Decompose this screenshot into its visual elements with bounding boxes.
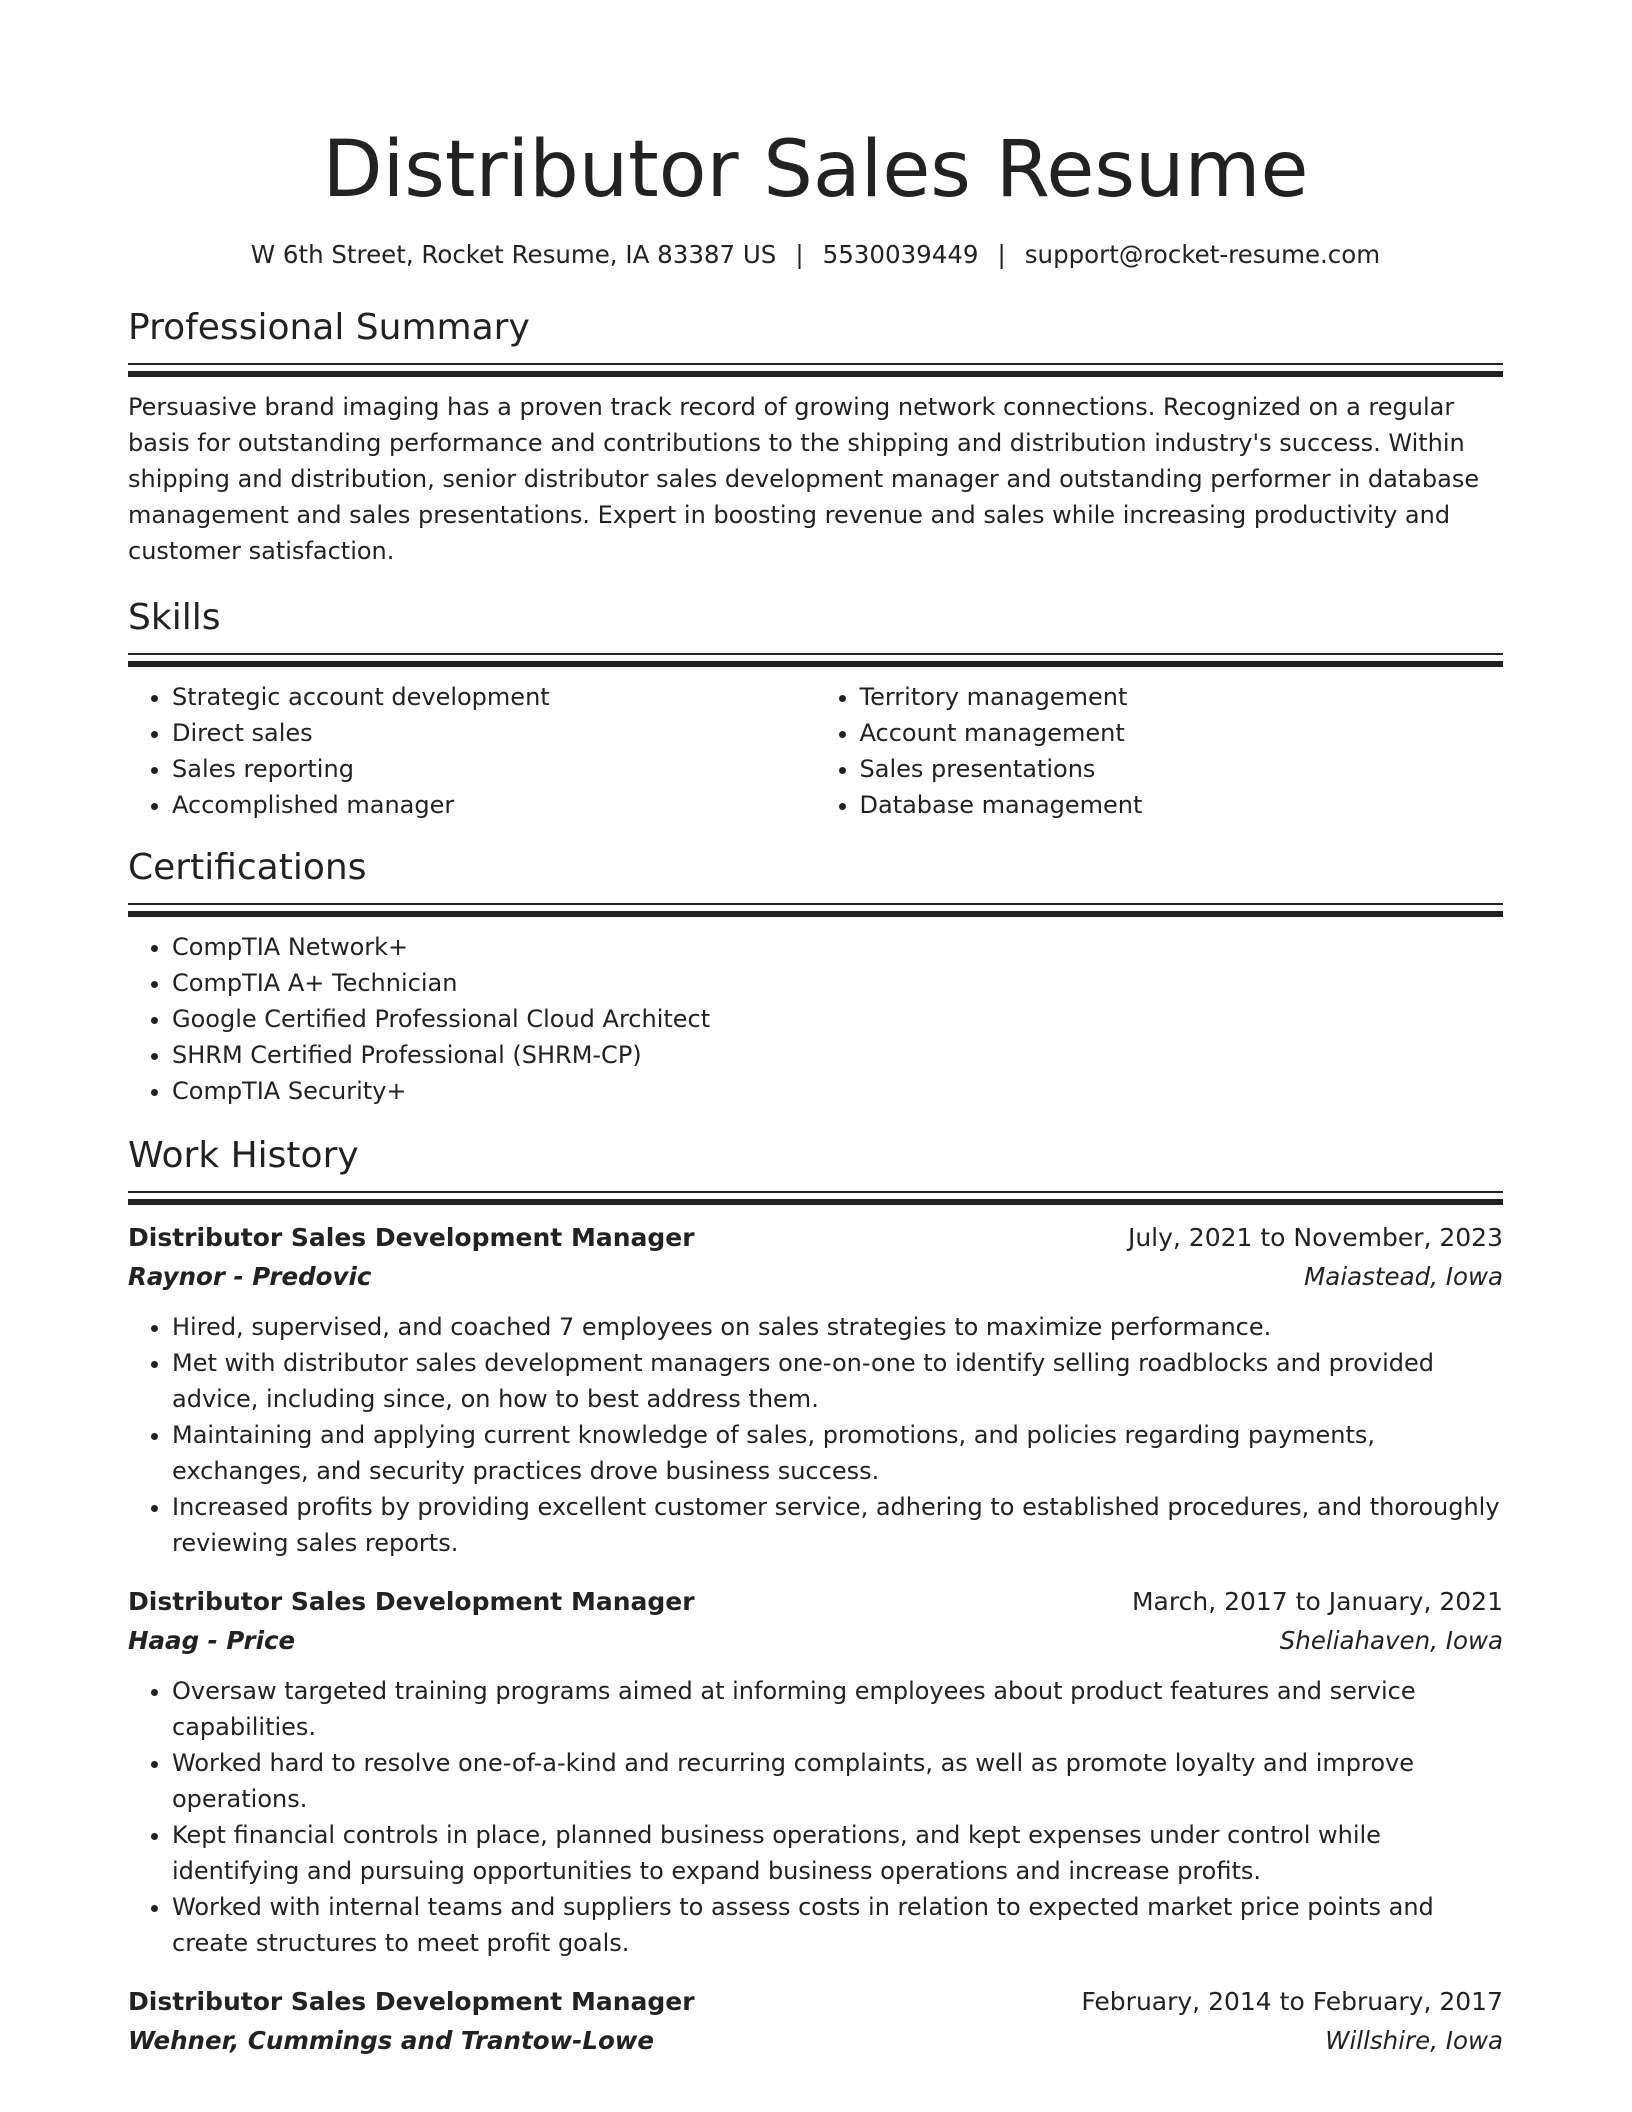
job-entry — [128, 1983, 1503, 2061]
job-bullet: • Hired, supervised, and coached 7 employees on sales strategies to maximize performance. — [172, 1309, 1503, 1345]
skill-item: • Territory management — [860, 679, 1504, 715]
certification-item: • CompTIA Security+ — [172, 1073, 1503, 1109]
skills-list-right — [816, 679, 1504, 823]
summary-text: Persuasive brand imaging has a proven track record of growing network connections. Recognized on a regular basis for outstanding performance and contributions to the shipping and distribution industry's success. Within shipping and distribution, senior distributor sales development manager and outstanding performer in database management and sales presentations. Expert in boosting revenue and sales while increasing productivity and customer satisfaction. — [128, 393, 1480, 565]
contact-email[interactable]: support@rocket-resume.com — [1024, 240, 1381, 269]
job-location: Maiastead, Iowa — [1304, 1262, 1503, 1291]
job-subheader — [128, 2021, 1503, 2061]
job-bullets — [128, 1309, 1503, 1561]
job-dates: February, 2014 to February, 2017 — [1081, 1987, 1503, 2016]
contact-separator: | — [795, 240, 804, 269]
job-dates: March, 2017 to January, 2021 — [1131, 1587, 1503, 1616]
section-title-certifications: Certifications — [128, 847, 367, 888]
resume-title: Distributor Sales Resume — [322, 125, 1309, 215]
certifications-list — [128, 929, 1503, 1109]
contact-phone: 5530039449 — [822, 240, 979, 269]
job-company: Raynor - Predovic — [128, 1262, 372, 1291]
certification-item: • CompTIA Network+ — [172, 929, 1503, 965]
job-title: Distributor Sales Development Manager — [128, 1987, 695, 2016]
section-divider — [128, 903, 1503, 917]
job-title: Distributor Sales Development Manager — [128, 1587, 695, 1616]
section-divider — [128, 653, 1503, 667]
contact-line — [128, 238, 1503, 272]
job-entry — [128, 1583, 1503, 1961]
job-dates: July, 2021 to November, 2023 — [1127, 1223, 1503, 1252]
skill-item: • Accomplished manager — [172, 787, 816, 823]
job-title: Distributor Sales Development Manager — [128, 1223, 695, 1252]
job-bullet: • Maintaining and applying current knowledge of sales, promotions, and policies regarding payments, exchanges, and security practices drove business success. — [172, 1417, 1503, 1489]
skills-grid — [128, 679, 1503, 823]
job-company: Wehner, Cummings and Trantow-Lowe — [128, 2026, 655, 2055]
job-bullet: • Kept financial controls in place, planned business operations, and kept expenses under control while identifying and pursuing opportunities to expand business operations and increase profits. — [172, 1817, 1503, 1889]
skill-item: • Account management — [860, 715, 1504, 751]
skill-item: • Direct sales — [172, 715, 816, 751]
work-history-section — [128, 1133, 1503, 2061]
skill-item: • Sales reporting — [172, 751, 816, 787]
skill-item: • Strategic account development — [172, 679, 816, 715]
certification-item: • SHRM Certified Professional (SHRM-CP) — [172, 1037, 1503, 1073]
job-bullets — [128, 1673, 1503, 1961]
job-location: Willshire, Iowa — [1325, 2026, 1503, 2055]
job-bullet: • Increased profits by providing excellent customer service, adhering to established procedures, and thoroughly reviewing sales reports. — [172, 1489, 1503, 1561]
certification-item: • CompTIA A+ Technician — [172, 965, 1503, 1001]
contact-separator: | — [997, 240, 1006, 269]
job-bullet: • Worked with internal teams and suppliers to assess costs in relation to expected market price points and create structures to meet profit goals. — [172, 1889, 1503, 1961]
job-company: Haag - Price — [128, 1626, 296, 1655]
job-location: Sheliahaven, Iowa — [1279, 1626, 1503, 1655]
section-divider — [128, 363, 1503, 377]
job-header — [128, 1983, 1503, 2021]
skill-item: • Database management — [860, 787, 1504, 823]
section-title-summary: Professional Summary — [128, 307, 530, 348]
skill-item: • Sales presentations — [860, 751, 1504, 787]
certification-item: • Google Certified Professional Cloud Architect — [172, 1001, 1503, 1037]
section-divider — [128, 1191, 1503, 1205]
contact-address: W 6th Street, Rocket Resume, IA 83387 US — [250, 240, 777, 269]
job-bullet: • Oversaw targeted training programs aimed at informing employees about product features and service capabilities. — [172, 1673, 1503, 1745]
job-subheader — [128, 1257, 1503, 1297]
job-header — [128, 1583, 1503, 1621]
job-bullet: • Worked hard to resolve one-of-a-kind and recurring complaints, as well as promote loyalty and improve operations. — [172, 1745, 1503, 1817]
summary-section — [128, 305, 1503, 569]
section-title-skills: Skills — [128, 597, 221, 638]
job-subheader — [128, 1621, 1503, 1661]
job-entry — [128, 1219, 1503, 1561]
job-header — [128, 1219, 1503, 1257]
section-title-work-history: Work History — [128, 1135, 359, 1176]
certifications-section — [128, 845, 1503, 1109]
skills-list-left — [128, 679, 816, 823]
job-bullet: • Met with distributor sales development managers one-on-one to identify selling roadblocks and provided advice, including since, on how to best address them. — [172, 1345, 1503, 1417]
skills-section — [128, 595, 1503, 823]
